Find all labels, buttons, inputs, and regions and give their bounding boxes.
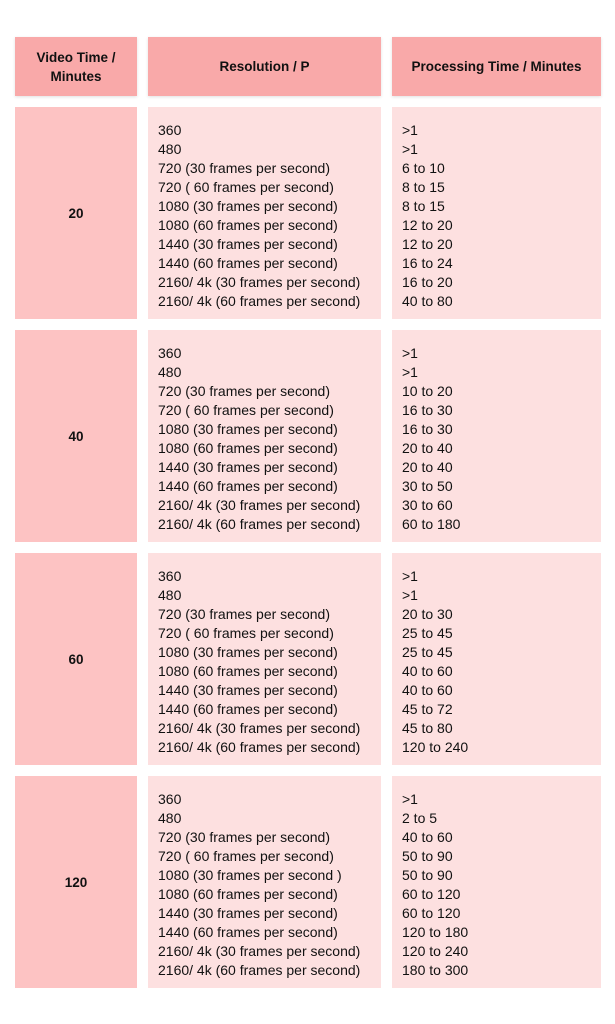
resolution-item: 720 (30 frames per second) — [158, 829, 330, 845]
resolution-item: 720 ( 60 frames per second) — [158, 179, 334, 195]
resolution-item: 1080 (30 frames per second) — [158, 644, 338, 660]
processing-time-item: 30 to 50 — [402, 478, 453, 494]
processing-time-item: 120 to 240 — [402, 739, 469, 755]
processing-time-item: 16 to 30 — [402, 421, 453, 437]
header-resolution: Resolution / P — [148, 37, 381, 96]
resolution-item: 2160/ 4k (30 frames per second) — [158, 720, 361, 736]
processing-time-item: 50 to 90 — [402, 867, 453, 883]
resolution-item: 1440 (60 frames per second) — [158, 701, 338, 717]
resolution-item: 1080 (60 frames per second) — [158, 440, 338, 456]
resolution-item: 2160/ 4k (60 frames per second) — [158, 516, 361, 532]
resolution-item: 480 — [158, 141, 182, 157]
resolution-item: 1440 (30 frames per second) — [158, 236, 338, 252]
resolution-list-cell — [148, 553, 381, 765]
resolution-list-cell — [148, 330, 381, 542]
resolution-item: 1080 (60 frames per second) — [158, 217, 338, 233]
resolution-item: 2160/ 4k (30 frames per second) — [158, 274, 361, 290]
processing-time-item: 20 to 30 — [402, 606, 453, 622]
resolution-item: 2160/ 4k (60 frames per second) — [158, 962, 361, 978]
video-time-cell: 120 — [15, 776, 137, 988]
video-time-cell: 60 — [15, 553, 137, 765]
resolution-list-cell — [148, 107, 381, 319]
processing-time-item: 45 to 72 — [402, 701, 453, 717]
processing-time-item: 50 to 90 — [402, 848, 453, 864]
header-video-time: Video Time / Minutes — [15, 37, 137, 96]
processing-time-list-cell — [392, 553, 601, 765]
resolution-item: 2160/ 4k (30 frames per second) — [158, 497, 361, 513]
processing-time-item: 12 to 20 — [402, 217, 453, 233]
processing-time-item: >1 — [402, 141, 418, 157]
resolution-list-cell — [148, 776, 381, 988]
header-processing-time: Processing Time / Minutes — [392, 37, 601, 96]
resolution-item: 480 — [158, 364, 182, 380]
processing-time-item: 12 to 20 — [402, 236, 453, 252]
processing-time-item: 2 to 5 — [402, 810, 438, 826]
processing-time-item: 25 to 45 — [402, 625, 453, 641]
resolution-item: 360 — [158, 122, 182, 138]
resolution-item: 1440 (30 frames per second) — [158, 905, 338, 921]
resolution-item: 360 — [158, 791, 182, 807]
processing-time-item: 60 to 120 — [402, 905, 461, 921]
resolution-item: 360 — [158, 345, 182, 361]
processing-time-item: 45 to 80 — [402, 720, 453, 736]
processing-time-item: 20 to 40 — [402, 440, 453, 456]
video-time-cell: 20 — [15, 107, 137, 319]
processing-time-item: >1 — [402, 122, 418, 138]
resolution-item: 720 ( 60 frames per second) — [158, 625, 334, 641]
processing-time-item: >1 — [402, 568, 418, 584]
processing-time-item: >1 — [402, 791, 418, 807]
resolution-item: 2160/ 4k (60 frames per second) — [158, 739, 361, 755]
resolution-item: 720 ( 60 frames per second) — [158, 402, 334, 418]
video-time-cell: 40 — [15, 330, 137, 542]
processing-time-list-cell — [392, 107, 601, 319]
processing-time-item: 40 to 60 — [402, 663, 453, 679]
processing-time-list-cell — [392, 330, 601, 542]
processing-time-item: >1 — [402, 345, 418, 361]
processing-time-item: 120 to 180 — [402, 924, 469, 940]
processing-time-item: 40 to 60 — [402, 682, 453, 698]
processing-time-list-cell — [392, 776, 601, 988]
processing-time-item: 16 to 24 — [402, 255, 453, 271]
processing-time-item: 60 to 120 — [402, 886, 461, 902]
resolution-item: 1080 (30 frames per second ) — [158, 867, 342, 883]
processing-time-item: 6 to 10 — [402, 160, 445, 176]
resolution-item: 2160/ 4k (30 frames per second) — [158, 943, 361, 959]
resolution-item: 1440 (60 frames per second) — [158, 478, 338, 494]
resolution-item: 1080 (30 frames per second) — [158, 421, 338, 437]
resolution-item: 720 (30 frames per second) — [158, 383, 330, 399]
resolution-item: 360 — [158, 568, 182, 584]
processing-time-item: 30 to 60 — [402, 497, 453, 513]
processing-time-item: 40 to 60 — [402, 829, 453, 845]
processing-time-item: >1 — [402, 364, 418, 380]
resolution-item: 1440 (30 frames per second) — [158, 682, 338, 698]
processing-time-item: 25 to 45 — [402, 644, 453, 660]
resolution-item: 1440 (60 frames per second) — [158, 924, 338, 940]
resolution-item: 2160/ 4k (60 frames per second) — [158, 293, 361, 309]
resolution-item: 720 (30 frames per second) — [158, 160, 330, 176]
processing-time-item: 8 to 15 — [402, 179, 445, 195]
processing-time-item: >1 — [402, 587, 418, 603]
processing-time-item: 120 to 240 — [402, 943, 469, 959]
processing-time-item: 16 to 30 — [402, 402, 453, 418]
processing-time-item: 16 to 20 — [402, 274, 453, 290]
resolution-item: 480 — [158, 587, 182, 603]
resolution-item: 480 — [158, 810, 182, 826]
processing-time-item: 8 to 15 — [402, 198, 445, 214]
resolution-item: 1080 (60 frames per second) — [158, 663, 338, 679]
processing-time-item: 10 to 20 — [402, 383, 453, 399]
resolution-item: 1080 (60 frames per second) — [158, 886, 338, 902]
processing-time-item: 60 to 180 — [402, 516, 461, 532]
processing-time-item: 20 to 40 — [402, 459, 453, 475]
resolution-item: 1440 (60 frames per second) — [158, 255, 338, 271]
resolution-item: 720 (30 frames per second) — [158, 606, 330, 622]
resolution-item: 1440 (30 frames per second) — [158, 459, 338, 475]
processing-time-item: 180 to 300 — [402, 962, 469, 978]
resolution-item: 1080 (30 frames per second) — [158, 198, 338, 214]
processing-time-item: 40 to 80 — [402, 293, 453, 309]
resolution-item: 720 ( 60 frames per second) — [158, 848, 334, 864]
